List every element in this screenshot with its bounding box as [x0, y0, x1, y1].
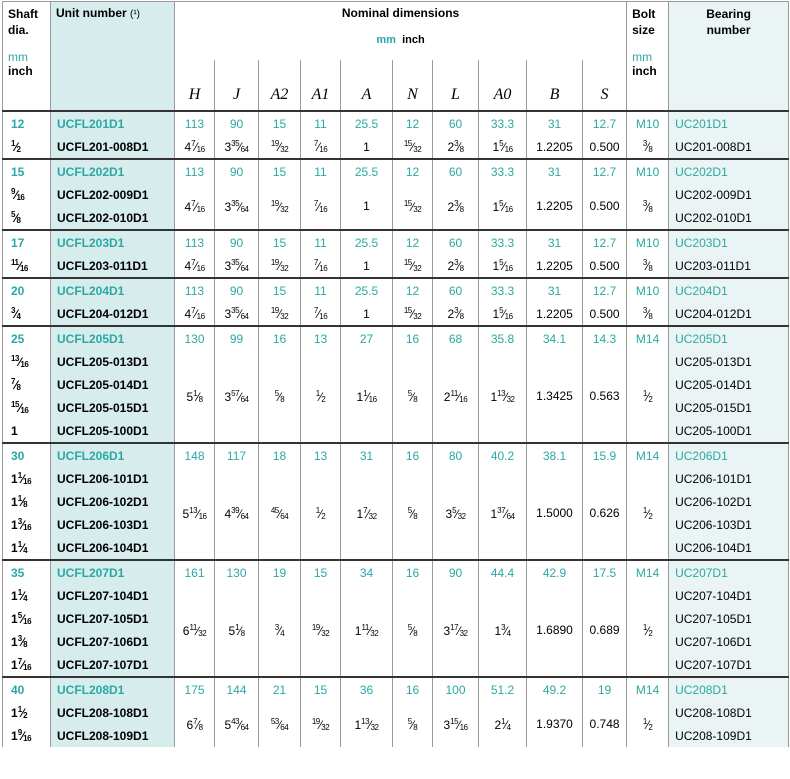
- dim-mm-j: 90: [215, 159, 259, 183]
- dim-inch-s: 0.500: [583, 135, 627, 159]
- dim-inch-n: $^{15}⁄_{32}$: [393, 135, 433, 159]
- shaft-mm: 35: [3, 560, 51, 584]
- unit-number-mm: UCFL206D1: [51, 443, 175, 467]
- dim-inch-s: 0.626: [583, 467, 627, 560]
- table-row: [3, 278, 789, 302]
- dim-inch-a0: $1^5⁄_{16}$: [479, 254, 527, 278]
- dim-inch-a1: $^7⁄_{16}$: [301, 183, 341, 230]
- dim-inch-h: $5^1⁄_8$: [175, 350, 215, 443]
- bearing-number-inch: UC207-106D1: [669, 630, 789, 653]
- shaft-mm: 40: [3, 677, 51, 701]
- dim-mm-a0: 51.2: [479, 677, 527, 701]
- shaft-inch: $^7⁄_8$: [3, 373, 51, 396]
- bearing-number-mm: UC206D1: [669, 443, 789, 467]
- dim-mm-l: 60: [433, 159, 479, 183]
- dim-inch-b: 1.3425: [527, 350, 583, 443]
- dim-inch-b: 1.6890: [527, 584, 583, 677]
- dim-inch-a2: $^{53}⁄_{64}$: [259, 701, 301, 747]
- dim-inch-n: $^5⁄_8$: [393, 350, 433, 443]
- unit-number-mm: UCFL205D1: [51, 326, 175, 350]
- dim-mm-a0: 40.2: [479, 443, 527, 467]
- unit-number-inch: UCFL202-009D1: [51, 183, 175, 206]
- dim-inch-n: $^{15}⁄_{32}$: [393, 302, 433, 326]
- unit-number-inch: UCFL203-011D1: [51, 254, 175, 278]
- shaft-inch: $1^9⁄_{16}$: [3, 724, 51, 747]
- dim-inch-n: $^{15}⁄_{32}$: [393, 254, 433, 278]
- bearing-number-inch: UC206-102D1: [669, 490, 789, 513]
- dim-mm-a0: 33.3: [479, 230, 527, 254]
- unit-number-inch: UCFL205-015D1: [51, 396, 175, 419]
- dim-inch-s: 0.500: [583, 254, 627, 278]
- dim-mm-b: 38.1: [527, 443, 583, 467]
- unit-number-mm: UCFL208D1: [51, 677, 175, 701]
- shaft-inch: $^3⁄_4$: [3, 302, 51, 326]
- dim-mm-a0: 35.8: [479, 326, 527, 350]
- shaft-inch: $1^1⁄_8$: [3, 490, 51, 513]
- dim-inch-a: $1^7⁄_{32}$: [341, 467, 393, 560]
- dim-mm-h: 113: [175, 159, 215, 183]
- dim-mm-a1: 11: [301, 159, 341, 183]
- dim-mm-l: 100: [433, 677, 479, 701]
- dim-inch-s: 0.500: [583, 302, 627, 326]
- bolt-size-inch: $^1⁄_2$: [627, 584, 669, 677]
- bearing-number-inch: UC201-008D1: [669, 135, 789, 159]
- shaft-inch: $^1⁄_2$: [3, 135, 51, 159]
- shaft-header: Shaft dia. mm inch: [3, 2, 51, 112]
- shaft-inch: $^{13}⁄_{16}$: [3, 350, 51, 373]
- dim-inch-a2: $^{19}⁄_{32}$: [259, 183, 301, 230]
- dim-mm-h: 113: [175, 278, 215, 302]
- unit-number-mm: UCFL207D1: [51, 560, 175, 584]
- dim-inch-a2: $^{45}⁄_{64}$: [259, 467, 301, 560]
- shaft-inch: $1^1⁄_4$: [3, 584, 51, 607]
- unit-number-inch: UCFL206-101D1: [51, 467, 175, 490]
- dim-mm-l: 80: [433, 443, 479, 467]
- dim-inch-j: $3^{35}⁄_{64}$: [215, 183, 259, 230]
- unit-number-inch: UCFL201-008D1: [51, 135, 175, 159]
- dim-inch-j: $5^1⁄_8$: [215, 584, 259, 677]
- table-row: [3, 350, 789, 373]
- table-row: [3, 443, 789, 467]
- shaft-inch: $^5⁄_8$: [3, 206, 51, 230]
- unit-number-inch: UCFL205-100D1: [51, 419, 175, 443]
- dim-mm-j: 90: [215, 230, 259, 254]
- dim-inch-a: 1: [341, 183, 393, 230]
- dim-inch-a2: $^{19}⁄_{32}$: [259, 135, 301, 159]
- dim-mm-a: 27: [341, 326, 393, 350]
- dim-inch-a1: $^{19}⁄_{32}$: [301, 584, 341, 677]
- dim-inch-n: $^{15}⁄_{32}$: [393, 183, 433, 230]
- dim-inch-a1: $^1⁄_2$: [301, 350, 341, 443]
- dim-mm-a: 25.5: [341, 278, 393, 302]
- bearing-number-mm: UC203D1: [669, 230, 789, 254]
- dim-inch-h: $5^{13}⁄_{16}$: [175, 467, 215, 560]
- shaft-mm: 25: [3, 326, 51, 350]
- bearing-number-inch: UC207-105D1: [669, 607, 789, 630]
- bolt-size-inch: $^1⁄_2$: [627, 350, 669, 443]
- table-row: [3, 584, 789, 607]
- dim-inch-l: $2^3⁄_8$: [433, 302, 479, 326]
- dim-inch-s: 0.689: [583, 584, 627, 677]
- dim-mm-a: 25.5: [341, 159, 393, 183]
- dim-mm-a1: 13: [301, 443, 341, 467]
- table-row: [3, 254, 789, 278]
- dim-inch-l: $2^3⁄_8$: [433, 135, 479, 159]
- dim-mm-a0: 33.3: [479, 159, 527, 183]
- bolt-size-inch: $^3⁄_8$: [627, 254, 669, 278]
- dim-inch-a0: $1^{13}⁄_{32}$: [479, 350, 527, 443]
- bolt-size-mm: M14: [627, 326, 669, 350]
- bearing-number-mm: UC208D1: [669, 677, 789, 701]
- dim-mm-a: 31: [341, 443, 393, 467]
- dim-inch-h: $4^7⁄_{16}$: [175, 254, 215, 278]
- dim-mm-a: 34: [341, 560, 393, 584]
- dim-inch-j: $3^{35}⁄_{64}$: [215, 254, 259, 278]
- table-row: [3, 302, 789, 326]
- bolt-size-mm: M10: [627, 278, 669, 302]
- shaft-inch: $^{11}⁄_{16}$: [3, 254, 51, 278]
- dim-mm-a: 25.5: [341, 230, 393, 254]
- unit-number-inch: UCFL205-013D1: [51, 350, 175, 373]
- unit-number-inch: UCFL206-103D1: [51, 513, 175, 536]
- shaft-inch: $1^3⁄_{16}$: [3, 513, 51, 536]
- dim-mm-h: 113: [175, 230, 215, 254]
- bearing-number-inch: UC206-104D1: [669, 536, 789, 560]
- bearing-number-inch: UC207-107D1: [669, 653, 789, 677]
- dim-mm-s: 12.7: [583, 278, 627, 302]
- dim-mm-a2: 15: [259, 111, 301, 135]
- unit-number-inch: UCFL206-104D1: [51, 536, 175, 560]
- dim-mm-n: 12: [393, 111, 433, 135]
- dim-mm-h: 130: [175, 326, 215, 350]
- dim-mm-h: 161: [175, 560, 215, 584]
- dim-mm-a: 36: [341, 677, 393, 701]
- dim-mm-n: 16: [393, 326, 433, 350]
- dim-mm-a2: 21: [259, 677, 301, 701]
- unit-number-inch: UCFL202-010D1: [51, 206, 175, 230]
- dim-inch-l: $2^3⁄_8$: [433, 254, 479, 278]
- dim-mm-l: 90: [433, 560, 479, 584]
- dim-inch-a2: $^3⁄_4$: [259, 584, 301, 677]
- dim-inch-b: 1.2205: [527, 135, 583, 159]
- bolt-size-inch: $^1⁄_2$: [627, 701, 669, 747]
- dim-inch-n: $^5⁄_8$: [393, 467, 433, 560]
- dim-mm-n: 12: [393, 159, 433, 183]
- dim-inch-s: 0.563: [583, 350, 627, 443]
- dimension-table: [2, 1, 789, 747]
- nominal-dimensions-header: Nominal dimensions mm inch: [175, 2, 627, 61]
- dim-mm-j: 90: [215, 278, 259, 302]
- dim-mm-b: 31: [527, 278, 583, 302]
- bearing-number-inch: UC202-010D1: [669, 206, 789, 230]
- bearing-number-inch: UC205-015D1: [669, 396, 789, 419]
- dim-mm-n: 16: [393, 443, 433, 467]
- shaft-inch: $1^7⁄_{16}$: [3, 653, 51, 677]
- bolt-size-mm: M10: [627, 230, 669, 254]
- dim-mm-a0: 33.3: [479, 111, 527, 135]
- shaft-inch: $^{15}⁄_{16}$: [3, 396, 51, 419]
- unit-number-inch: UCFL208-109D1: [51, 724, 175, 747]
- bolt-size-header: Bolt size mm inch: [627, 2, 669, 112]
- bearing-number-inch: UC204-012D1: [669, 302, 789, 326]
- dim-inch-a2: $^{19}⁄_{32}$: [259, 302, 301, 326]
- dim-inch-a0: $1^5⁄_{16}$: [479, 302, 527, 326]
- dim-inch-h: $6^7⁄_8$: [175, 701, 215, 747]
- bearing-number-inch: UC205-100D1: [669, 419, 789, 443]
- shaft-mm: 17: [3, 230, 51, 254]
- dim-mm-a1: 15: [301, 560, 341, 584]
- dim-inch-a: 1: [341, 302, 393, 326]
- dim-inch-j: $3^{35}⁄_{64}$: [215, 302, 259, 326]
- table-row: [3, 159, 789, 183]
- dim-inch-n: $^5⁄_8$: [393, 584, 433, 677]
- dim-inch-j: $3^{57}⁄_{64}$: [215, 350, 259, 443]
- table-row: [3, 230, 789, 254]
- dim-inch-s: 0.748: [583, 701, 627, 747]
- bolt-size-inch: $^3⁄_8$: [627, 135, 669, 159]
- symbol-b: B: [527, 60, 583, 111]
- dim-inch-j: $4^{39}⁄_{64}$: [215, 467, 259, 560]
- symbol-s: S: [583, 60, 627, 111]
- dim-inch-b: 1.2205: [527, 183, 583, 230]
- dim-mm-b: 34.1: [527, 326, 583, 350]
- bearing-number-inch: UC206-103D1: [669, 513, 789, 536]
- shaft-mm: 15: [3, 159, 51, 183]
- bearing-number-mm: UC204D1: [669, 278, 789, 302]
- dim-mm-s: 15.9: [583, 443, 627, 467]
- dim-inch-b: 1.2205: [527, 254, 583, 278]
- dim-mm-h: 113: [175, 111, 215, 135]
- bolt-size-mm: M14: [627, 443, 669, 467]
- table-row: [3, 183, 789, 206]
- dim-mm-a0: 44.4: [479, 560, 527, 584]
- bearing-number-inch: UC208-108D1: [669, 701, 789, 724]
- dim-inch-a0: $1^5⁄_{16}$: [479, 135, 527, 159]
- bearing-number-mm: UC207D1: [669, 560, 789, 584]
- shaft-inch: $1^1⁄_{16}$: [3, 467, 51, 490]
- dim-mm-b: 49.2: [527, 677, 583, 701]
- shaft-inch: 1: [3, 419, 51, 443]
- dim-mm-s: 19: [583, 677, 627, 701]
- dim-mm-a1: 15: [301, 677, 341, 701]
- bearing-number-inch: UC205-013D1: [669, 350, 789, 373]
- shaft-mm: 12: [3, 111, 51, 135]
- unit-number-inch: UCFL204-012D1: [51, 302, 175, 326]
- unit-number-inch: UCFL208-108D1: [51, 701, 175, 724]
- dim-mm-a1: 11: [301, 111, 341, 135]
- dim-mm-n: 16: [393, 677, 433, 701]
- dim-mm-a2: 15: [259, 230, 301, 254]
- dim-inch-l: $3^{17}⁄_{32}$: [433, 584, 479, 677]
- dim-mm-s: 12.7: [583, 230, 627, 254]
- dim-mm-h: 175: [175, 677, 215, 701]
- dim-inch-l: $3^{15}⁄_{16}$: [433, 701, 479, 747]
- dim-inch-b: 1.9370: [527, 701, 583, 747]
- symbol-j: J: [215, 60, 259, 111]
- dim-mm-a2: 19: [259, 560, 301, 584]
- unit-number-inch: UCFL205-014D1: [51, 373, 175, 396]
- bearing-number-inch: UC206-101D1: [669, 467, 789, 490]
- dim-inch-a: 1: [341, 254, 393, 278]
- bearing-number-inch: UC205-014D1: [669, 373, 789, 396]
- dim-inch-b: 1.5000: [527, 467, 583, 560]
- dim-inch-a0: $1^3⁄_4$: [479, 584, 527, 677]
- unit-number-mm: UCFL202D1: [51, 159, 175, 183]
- bolt-size-inch: $^3⁄_8$: [627, 183, 669, 230]
- dim-inch-a: $1^1⁄_{16}$: [341, 350, 393, 443]
- dim-mm-a1: 11: [301, 230, 341, 254]
- symbol-a: A: [341, 60, 393, 111]
- unit-number-inch: UCFL207-105D1: [51, 607, 175, 630]
- symbol-l: L: [433, 60, 479, 111]
- symbol-a2: A2: [259, 60, 301, 111]
- dim-inch-a0: $1^5⁄_{16}$: [479, 183, 527, 230]
- dim-inch-s: 0.500: [583, 183, 627, 230]
- dim-mm-s: 17.5: [583, 560, 627, 584]
- table-row: [3, 326, 789, 350]
- table-row: [3, 560, 789, 584]
- symbol-h: H: [175, 60, 215, 111]
- dim-mm-b: 42.9: [527, 560, 583, 584]
- dim-inch-a1: $^{19}⁄_{32}$: [301, 701, 341, 747]
- shaft-inch: $1^3⁄_8$: [3, 630, 51, 653]
- dim-mm-j: 117: [215, 443, 259, 467]
- unit-number-mm: UCFL203D1: [51, 230, 175, 254]
- dim-mm-l: 60: [433, 111, 479, 135]
- bolt-size-mm: M10: [627, 159, 669, 183]
- bolt-size-mm: M14: [627, 677, 669, 701]
- dim-mm-a2: 15: [259, 278, 301, 302]
- table-row: [3, 111, 789, 135]
- dim-mm-a: 25.5: [341, 111, 393, 135]
- dim-inch-a1: $^7⁄_{16}$: [301, 302, 341, 326]
- dim-inch-b: 1.2205: [527, 302, 583, 326]
- table-row: [3, 135, 789, 159]
- dim-mm-b: 31: [527, 111, 583, 135]
- bearing-number-inch: UC208-109D1: [669, 724, 789, 747]
- dim-mm-b: 31: [527, 230, 583, 254]
- table-row: [3, 677, 789, 701]
- shaft-inch: $1^1⁄_4$: [3, 536, 51, 560]
- bolt-size-mm: M10: [627, 111, 669, 135]
- dim-mm-l: 60: [433, 230, 479, 254]
- dim-mm-s: 12.7: [583, 159, 627, 183]
- dim-mm-a2: 18: [259, 443, 301, 467]
- unit-number-inch: UCFL207-106D1: [51, 630, 175, 653]
- dim-inch-a0: $1^{37}⁄_{64}$: [479, 467, 527, 560]
- dim-inch-a2: $^{19}⁄_{32}$: [259, 254, 301, 278]
- dim-inch-a1: $^7⁄_{16}$: [301, 254, 341, 278]
- dim-mm-l: 60: [433, 278, 479, 302]
- dim-mm-a2: 16: [259, 326, 301, 350]
- dim-inch-a1: $^7⁄_{16}$: [301, 135, 341, 159]
- dim-mm-j: 144: [215, 677, 259, 701]
- dim-mm-h: 148: [175, 443, 215, 467]
- bearing-number-inch: UC207-104D1: [669, 584, 789, 607]
- dim-inch-n: $^5⁄_8$: [393, 701, 433, 747]
- bolt-size-mm: M14: [627, 560, 669, 584]
- unit-number-inch: UCFL206-102D1: [51, 490, 175, 513]
- unit-number-header: Unit number (¹): [51, 2, 175, 112]
- dim-inch-l: $2^3⁄_8$: [433, 183, 479, 230]
- shaft-mm: 20: [3, 278, 51, 302]
- dim-inch-h: $6^{11}⁄_{32}$: [175, 584, 215, 677]
- dim-mm-a1: 11: [301, 278, 341, 302]
- shaft-inch: $1^5⁄_{16}$: [3, 607, 51, 630]
- unit-number-inch: UCFL207-107D1: [51, 653, 175, 677]
- dim-mm-j: 130: [215, 560, 259, 584]
- unit-number-inch: UCFL207-104D1: [51, 584, 175, 607]
- dim-inch-l: $2^{11}⁄_{16}$: [433, 350, 479, 443]
- unit-number-mm: UCFL204D1: [51, 278, 175, 302]
- bolt-size-inch: $^3⁄_8$: [627, 302, 669, 326]
- dim-mm-a2: 15: [259, 159, 301, 183]
- shaft-inch: $1^1⁄_2$: [3, 701, 51, 724]
- bolt-size-inch: $^1⁄_2$: [627, 467, 669, 560]
- dim-mm-s: 12.7: [583, 111, 627, 135]
- symbol-n: N: [393, 60, 433, 111]
- dim-inch-a2: $^5⁄_8$: [259, 350, 301, 443]
- dim-mm-s: 14.3: [583, 326, 627, 350]
- dim-inch-a1: $^1⁄_2$: [301, 467, 341, 560]
- table-row: [3, 467, 789, 490]
- dim-mm-n: 12: [393, 278, 433, 302]
- bearing-number-header: Bearing number: [669, 2, 789, 112]
- symbol-a1: A1: [301, 60, 341, 111]
- bearing-number-mm: UC202D1: [669, 159, 789, 183]
- dim-mm-n: 16: [393, 560, 433, 584]
- dim-inch-h: $4^7⁄_{16}$: [175, 183, 215, 230]
- dim-inch-j: $5^{43}⁄_{64}$: [215, 701, 259, 747]
- unit-number-mm: UCFL201D1: [51, 111, 175, 135]
- dim-inch-l: $3^5⁄_{32}$: [433, 467, 479, 560]
- symbol-a0: A0: [479, 60, 527, 111]
- bearing-number-inch: UC202-009D1: [669, 183, 789, 206]
- dim-inch-h: $4^7⁄_{16}$: [175, 135, 215, 159]
- dim-mm-n: 12: [393, 230, 433, 254]
- dim-mm-j: 90: [215, 111, 259, 135]
- shaft-mm: 30: [3, 443, 51, 467]
- dim-mm-a0: 33.3: [479, 278, 527, 302]
- dim-mm-l: 68: [433, 326, 479, 350]
- dim-inch-a: $1^{11}⁄_{32}$: [341, 584, 393, 677]
- dim-inch-a: 1: [341, 135, 393, 159]
- dim-mm-b: 31: [527, 159, 583, 183]
- table-row: [3, 701, 789, 724]
- dim-mm-j: 99: [215, 326, 259, 350]
- bearing-number-mm: UC201D1: [669, 111, 789, 135]
- dim-mm-a1: 13: [301, 326, 341, 350]
- bearing-number-mm: UC205D1: [669, 326, 789, 350]
- dim-inch-a: $1^{13}⁄_{32}$: [341, 701, 393, 747]
- dim-inch-h: $4^7⁄_{16}$: [175, 302, 215, 326]
- bearing-number-inch: UC203-011D1: [669, 254, 789, 278]
- dim-inch-j: $3^{35}⁄_{64}$: [215, 135, 259, 159]
- shaft-inch: $^9⁄_{16}$: [3, 183, 51, 206]
- dim-inch-a0: $2^1⁄_4$: [479, 701, 527, 747]
